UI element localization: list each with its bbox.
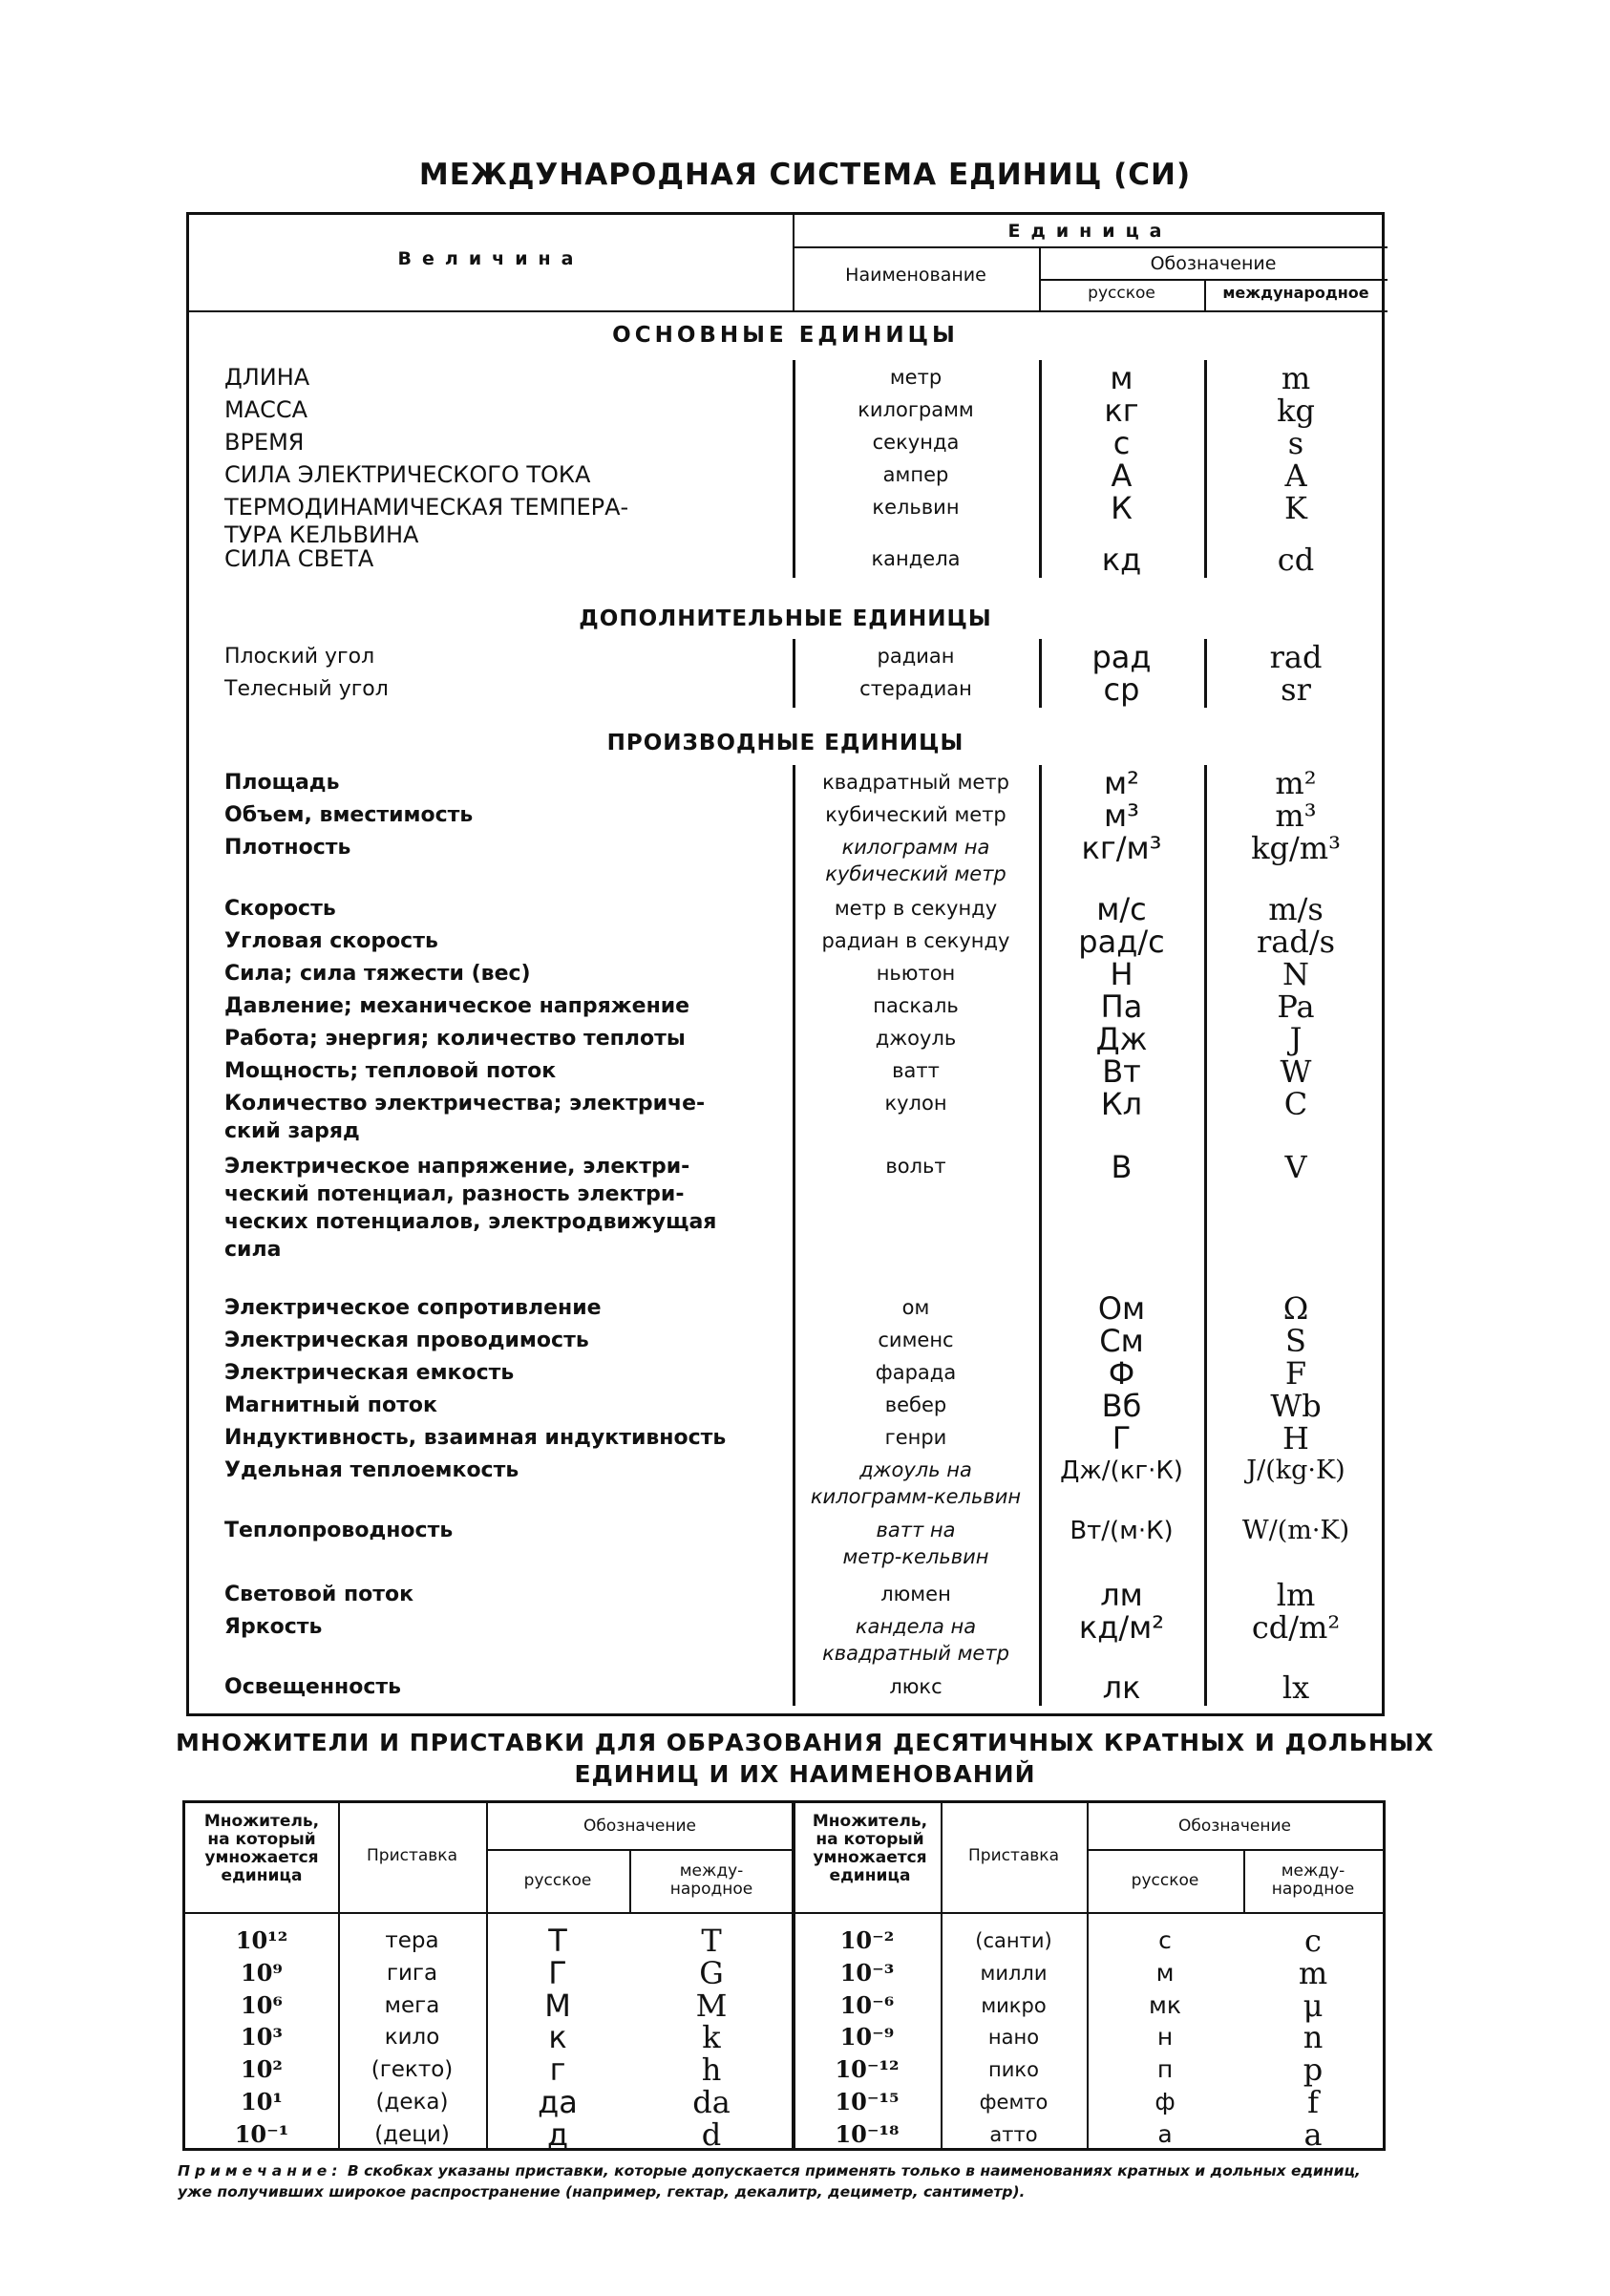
international-symbol: W/(m·K) bbox=[1241, 1516, 1350, 1545]
unit-row bbox=[189, 671, 1382, 708]
international-symbol: S bbox=[1285, 1323, 1306, 1359]
prefix-international-symbol: p bbox=[1303, 2052, 1324, 2089]
quantity-name: Плотность bbox=[224, 836, 351, 860]
prefix-name: микро bbox=[981, 1993, 1047, 2017]
russian-symbol: кг bbox=[1104, 393, 1139, 429]
quantity-name: Удельная теплоемкость bbox=[224, 1458, 519, 1482]
russian-symbol: м/с bbox=[1096, 891, 1147, 927]
quantity-name: Угловая скорость bbox=[224, 929, 438, 953]
russian-symbol: Г bbox=[1112, 1420, 1132, 1456]
unit-row bbox=[189, 891, 1382, 927]
section-title-base: ОСНОВНЫЕ ЕДИНИЦЫ bbox=[612, 323, 959, 348]
russian-symbol: Па bbox=[1100, 989, 1143, 1025]
si-units-table bbox=[186, 212, 1385, 1716]
multiplier-factor: 10⁶ bbox=[241, 1990, 283, 2019]
unit-name: метр в секунду bbox=[834, 897, 998, 920]
prefix-name: кило bbox=[384, 2025, 440, 2051]
multiplier-factor: 10¹ bbox=[241, 2088, 283, 2115]
prefix-international-symbol: T bbox=[701, 1923, 722, 1959]
prefix-name: фемто bbox=[979, 2091, 1049, 2114]
quantity-name: Площадь bbox=[224, 771, 340, 795]
multiplier-factor: 10³ bbox=[241, 2023, 283, 2052]
unit-name: ампер bbox=[882, 463, 949, 486]
unit-name: сименс bbox=[878, 1329, 954, 1351]
unit-row bbox=[189, 797, 1382, 834]
international-symbol: rad/s bbox=[1256, 924, 1336, 960]
multiplier-row bbox=[185, 2117, 1383, 2152]
unit-row bbox=[189, 1456, 1382, 1518]
multiplier-row bbox=[185, 1956, 1383, 1990]
quantity-name: МАССА bbox=[224, 396, 308, 423]
unit-name: кубический метр bbox=[825, 803, 1006, 826]
multiplier-row bbox=[185, 2020, 1383, 2054]
prefix-name: гига bbox=[386, 1960, 438, 1986]
multiplier-row bbox=[185, 2085, 1383, 2119]
russian-symbol: Кл bbox=[1100, 1086, 1143, 1122]
unit-name: фарада bbox=[875, 1361, 957, 1384]
quantity-name: СИЛА СВЕТА bbox=[224, 545, 374, 572]
quantity-name: Сила; сила тяжести (вес) bbox=[224, 962, 531, 986]
international-symbol: Wb bbox=[1270, 1388, 1322, 1424]
header-quantity: Величина bbox=[397, 248, 584, 269]
unit-name: кандела на квадратный метр bbox=[822, 1615, 1009, 1665]
russian-symbol: кд bbox=[1101, 542, 1142, 578]
quantity-name: Давление; механическое напряжение bbox=[224, 994, 690, 1018]
multipliers-header-designation: Обозначение bbox=[1178, 1817, 1291, 1836]
prefix-russian-symbol: ф bbox=[1155, 2088, 1176, 2115]
prefix-name: (санти) bbox=[975, 1929, 1052, 1952]
multiplier-factor: 10⁻⁹ bbox=[839, 2023, 895, 2052]
page-title: МЕЖДУНАРОДНАЯ СИСТЕМА ЕДИНИЦ (СИ) bbox=[418, 158, 1192, 192]
header-designation: Обозначение bbox=[1150, 253, 1277, 274]
prefix-name: милли bbox=[980, 1961, 1048, 1985]
unit-name: кельвин bbox=[872, 496, 960, 519]
header-russian: русское bbox=[1088, 284, 1155, 303]
unit-row bbox=[189, 1021, 1382, 1057]
multipliers-header-factor: Множитель, на который умножается единица bbox=[812, 1812, 928, 1885]
multiplier-row bbox=[185, 1924, 1383, 1958]
international-symbol: cd bbox=[1277, 542, 1315, 578]
unit-name: ватт bbox=[892, 1059, 940, 1082]
header-unit: Единица bbox=[1007, 221, 1173, 242]
footnote-text: В скобках указаны приставки, которые допускается применять только в наименованиях кратных и дольных единиц, уже получивших широкое распространение (например, гектар, декалитр, дециметр, сантиметр). bbox=[178, 2162, 1361, 2200]
multiplier-factor: 10⁻¹ bbox=[234, 2119, 289, 2148]
international-symbol: H bbox=[1282, 1420, 1309, 1456]
prefix-name: (деци) bbox=[374, 2121, 450, 2147]
international-symbol: J/(kg·K) bbox=[1246, 1456, 1345, 1485]
section-title-supplementary: ДОПОЛНИТЕЛЬНЫЕ ЕДИНИЦЫ bbox=[579, 606, 992, 631]
unit-name: секунда bbox=[872, 431, 960, 454]
international-symbol: F bbox=[1284, 1355, 1307, 1392]
multipliers-header-prefix: Приставка bbox=[367, 1846, 457, 1865]
unit-name: килограмм bbox=[858, 398, 974, 421]
russian-symbol: кд/м² bbox=[1078, 1609, 1165, 1646]
prefix-international-symbol: G bbox=[699, 1954, 724, 1991]
multiplier-row bbox=[185, 1988, 1383, 2023]
prefix-russian-symbol: М bbox=[544, 1987, 571, 2024]
quantity-name: Плоский угол bbox=[224, 645, 375, 669]
quantity-name: Работа; энергия; количество теплоты bbox=[224, 1027, 686, 1051]
international-symbol: W bbox=[1280, 1053, 1312, 1090]
header-divider bbox=[189, 310, 1388, 312]
prefix-international-symbol: n bbox=[1303, 2019, 1324, 2056]
unit-name: люмен bbox=[880, 1583, 951, 1605]
unit-row bbox=[189, 542, 1382, 578]
unit-name: джоуль на килограмм-кельвин bbox=[810, 1458, 1022, 1508]
international-symbol: A bbox=[1284, 457, 1307, 494]
unit-row bbox=[189, 924, 1382, 960]
quantity-name: Магнитный поток bbox=[224, 1393, 437, 1417]
unit-name: кулон bbox=[884, 1092, 947, 1115]
header-divider bbox=[793, 246, 1388, 248]
unit-row bbox=[189, 1323, 1382, 1359]
russian-symbol: рад bbox=[1091, 639, 1152, 675]
row-separator bbox=[1087, 1849, 1383, 1851]
quantity-name: Мощность; тепловой поток bbox=[224, 1059, 557, 1083]
unit-row bbox=[189, 830, 1382, 895]
unit-name: вольт bbox=[885, 1155, 946, 1178]
unit-name: кандела bbox=[871, 547, 961, 570]
prefix-russian-symbol: Т bbox=[548, 1923, 567, 1959]
row-separator bbox=[185, 1912, 1383, 1914]
international-symbol: m/s bbox=[1268, 891, 1324, 927]
russian-symbol: Н bbox=[1110, 956, 1133, 992]
russian-symbol: ср bbox=[1103, 671, 1140, 708]
multipliers-header-international: между- народное bbox=[669, 1861, 753, 1899]
prefix-international-symbol: m bbox=[1298, 1954, 1328, 1991]
unit-row bbox=[189, 1290, 1382, 1327]
quantity-name: ВРЕМЯ bbox=[224, 429, 305, 456]
unit-row bbox=[189, 989, 1382, 1025]
prefix-russian-symbol: д bbox=[546, 2115, 569, 2153]
multiplier-factor: 10⁻² bbox=[839, 1926, 895, 1954]
prefix-russian-symbol: м bbox=[1155, 1958, 1175, 1987]
russian-symbol: Вт bbox=[1102, 1053, 1141, 1090]
multiplier-factor: 10⁻¹⁸ bbox=[835, 2119, 900, 2148]
prefix-international-symbol: c bbox=[1304, 1923, 1322, 1959]
prefix-international-symbol: k bbox=[702, 2019, 721, 2056]
multiplier-factor: 10⁻¹² bbox=[835, 2055, 900, 2084]
international-symbol: C bbox=[1283, 1086, 1308, 1122]
row-separator bbox=[486, 1849, 794, 1851]
unit-name: килограмм на кубический метр bbox=[825, 836, 1006, 885]
prefix-russian-symbol: а bbox=[1157, 2119, 1173, 2148]
international-symbol: s bbox=[1287, 425, 1304, 461]
prefix-russian-symbol: п bbox=[1156, 2055, 1174, 2084]
russian-symbol: лм bbox=[1100, 1577, 1143, 1613]
unit-name: радиан в секунду bbox=[821, 929, 1010, 952]
prefix-russian-symbol: к bbox=[548, 2019, 567, 2056]
quantity-name: Электрическая проводимость bbox=[224, 1329, 589, 1352]
unit-row bbox=[189, 457, 1382, 494]
prefix-international-symbol: h bbox=[701, 2052, 722, 2089]
multiplier-row bbox=[185, 2052, 1383, 2087]
quantity-name: Индуктивность, взаимная индуктивность bbox=[224, 1426, 727, 1450]
prefix-russian-symbol: г bbox=[549, 2052, 566, 2089]
prefix-international-symbol: da bbox=[692, 2084, 731, 2120]
unit-name: квадратный метр bbox=[822, 771, 1009, 794]
prefix-name: (дека) bbox=[375, 2090, 449, 2115]
unit-row bbox=[189, 360, 1382, 396]
footnote-label: Примечание: bbox=[178, 2162, 343, 2179]
prefix-name: мега bbox=[384, 1992, 440, 2018]
multipliers-title: МНОЖИТЕЛИ И ПРИСТАВКИ ДЛЯ ОБРАЗОВАНИЯ ДЕСЯТИЧНЫХ КРАТНЫХ И ДОЛЬНЫХ ЕДИНИЦ И ИХ НАИМЕНОВАНИЙ bbox=[176, 1729, 1434, 1788]
russian-symbol: Вт/(м·К) bbox=[1070, 1517, 1174, 1545]
russian-symbol: В bbox=[1111, 1149, 1133, 1185]
quantity-name: Освещенность bbox=[224, 1675, 402, 1699]
multiplier-factor: 10¹² bbox=[235, 1926, 288, 1954]
unit-row bbox=[189, 765, 1382, 801]
prefix-international-symbol: f bbox=[1307, 2084, 1319, 2120]
quantity-name: СИЛА ЭЛЕКТРИЧЕСКОГО ТОКА bbox=[224, 461, 591, 488]
multipliers-header-international: между- народное bbox=[1271, 1861, 1355, 1899]
international-symbol: N bbox=[1282, 956, 1309, 992]
multiplier-factor: 10² bbox=[241, 2055, 283, 2084]
prefix-russian-symbol: н bbox=[1156, 2023, 1174, 2052]
unit-name: ом bbox=[901, 1296, 930, 1319]
international-symbol: Pa bbox=[1277, 989, 1315, 1025]
prefix-name: атто bbox=[989, 2122, 1038, 2146]
header-international: международное bbox=[1222, 284, 1369, 302]
unit-row bbox=[189, 1388, 1382, 1424]
unit-row bbox=[189, 956, 1382, 992]
quantity-name: Электрическое напряжение, электри- ческий потенциал, разность электри- ческих потенциалов, электродвижущая сила bbox=[224, 1155, 717, 1262]
quantity-name: Яркость bbox=[224, 1615, 323, 1639]
prefix-russian-symbol: Г bbox=[548, 1954, 567, 1991]
international-symbol: lx bbox=[1282, 1669, 1310, 1706]
russian-symbol: м bbox=[1110, 360, 1133, 396]
footnote bbox=[178, 2160, 1390, 2202]
multiplier-factor: 10⁻⁶ bbox=[839, 1990, 895, 2019]
unit-row bbox=[189, 1149, 1382, 1283]
multipliers-header-designation: Обозначение bbox=[583, 1817, 696, 1836]
multiplier-factor: 10⁹ bbox=[241, 1958, 283, 1987]
prefix-international-symbol: a bbox=[1303, 2115, 1323, 2153]
unit-row bbox=[189, 1420, 1382, 1456]
russian-symbol: м² bbox=[1104, 765, 1139, 801]
quantity-name: Количество электричества; электриче- ский заряд bbox=[224, 1092, 706, 1143]
unit-row bbox=[189, 1577, 1382, 1613]
multipliers-header-russian: русское bbox=[523, 1871, 592, 1890]
unit-name: паскаль bbox=[873, 994, 959, 1017]
multiplier-factor: 10⁻¹⁵ bbox=[835, 2088, 900, 2115]
unit-row bbox=[189, 1053, 1382, 1090]
quantity-name: Световой поток bbox=[224, 1583, 414, 1606]
multipliers-header-russian: русское bbox=[1131, 1871, 1199, 1890]
prefix-international-symbol: d bbox=[701, 2115, 722, 2153]
international-symbol: K bbox=[1284, 490, 1307, 526]
prefix-russian-symbol: да bbox=[538, 2084, 578, 2120]
quantity-name: Теплопроводность bbox=[224, 1519, 454, 1542]
prefix-name: пико bbox=[988, 2058, 1039, 2082]
multipliers-header-factor: Множитель, на который умножается единица bbox=[203, 1812, 320, 1885]
unit-row bbox=[189, 425, 1382, 461]
russian-symbol: рад/с bbox=[1078, 924, 1165, 960]
unit-name: генри bbox=[884, 1426, 947, 1449]
unit-row bbox=[189, 1355, 1382, 1392]
russian-symbol: Ф bbox=[1108, 1355, 1135, 1392]
international-symbol: sr bbox=[1281, 671, 1311, 708]
quantity-name: Объем, вместимость bbox=[224, 803, 474, 827]
unit-name: ватт на метр-кельвин bbox=[842, 1519, 989, 1568]
section-title-derived: ПРОИЗВОДНЫЕ ЕДИНИЦЫ bbox=[606, 731, 964, 755]
quantity-name: Электрическое сопротивление bbox=[224, 1296, 602, 1320]
international-symbol: Ω bbox=[1282, 1290, 1309, 1327]
unit-row bbox=[189, 1086, 1382, 1151]
unit-row bbox=[189, 1609, 1382, 1674]
russian-symbol: Вб bbox=[1101, 1388, 1142, 1424]
international-symbol: J bbox=[1289, 1021, 1303, 1057]
prefix-name: нано bbox=[987, 2026, 1040, 2050]
unit-name: вебер bbox=[884, 1393, 947, 1416]
unit-row bbox=[189, 393, 1382, 429]
international-symbol: kg bbox=[1277, 393, 1315, 429]
prefix-russian-symbol: с bbox=[1158, 1926, 1172, 1954]
quantity-name: Скорость bbox=[224, 897, 336, 921]
quantity-name: ТЕРМОДИНАМИЧЕСКАЯ ТЕМПЕРА- ТУРА КЕЛЬВИНА bbox=[224, 494, 629, 548]
international-symbol: cd/m² bbox=[1251, 1609, 1341, 1646]
unit-row bbox=[189, 639, 1382, 675]
prefix-name: тера bbox=[385, 1928, 439, 1953]
unit-name: радиан bbox=[877, 645, 955, 668]
header-divider bbox=[1039, 279, 1388, 281]
prefix-russian-symbol: мк bbox=[1149, 1990, 1181, 2019]
international-symbol: lm bbox=[1276, 1577, 1316, 1613]
international-symbol: m³ bbox=[1275, 797, 1317, 834]
unit-name: ньютон bbox=[876, 962, 956, 985]
international-symbol: kg/m³ bbox=[1251, 830, 1341, 866]
international-symbol: m bbox=[1281, 360, 1311, 396]
international-symbol: m² bbox=[1275, 765, 1317, 801]
prefix-international-symbol: μ bbox=[1303, 1987, 1324, 2024]
russian-symbol: кг/м³ bbox=[1081, 830, 1162, 866]
prefix-name: (гекто) bbox=[371, 2057, 454, 2083]
unit-row bbox=[189, 1669, 1382, 1706]
russian-symbol: Ом bbox=[1097, 1290, 1146, 1327]
international-symbol: V bbox=[1284, 1149, 1307, 1185]
prefix-international-symbol: M bbox=[695, 1987, 728, 2024]
russian-symbol: К bbox=[1111, 490, 1133, 526]
quantity-name: ДЛИНА bbox=[224, 364, 310, 391]
multiplier-factor: 10⁻³ bbox=[839, 1958, 895, 1987]
russian-symbol: лк bbox=[1102, 1669, 1141, 1706]
russian-symbol: Дж/(кг·К) bbox=[1060, 1456, 1183, 1485]
russian-symbol: с bbox=[1112, 425, 1131, 461]
unit-name: стерадиан bbox=[859, 677, 972, 700]
multipliers-table bbox=[182, 1800, 1386, 2151]
quantity-name: Телесный угол bbox=[224, 677, 389, 701]
header-name: Наименование bbox=[845, 265, 986, 286]
international-symbol: rad bbox=[1269, 639, 1323, 675]
unit-name: люкс bbox=[889, 1675, 943, 1698]
unit-name: джоуль bbox=[875, 1027, 957, 1050]
russian-symbol: Дж bbox=[1095, 1021, 1148, 1057]
unit-row bbox=[189, 1517, 1382, 1578]
multipliers-header-prefix: Приставка bbox=[968, 1846, 1059, 1865]
unit-name: метр bbox=[889, 366, 943, 389]
russian-symbol: А bbox=[1111, 457, 1133, 494]
quantity-name: Электрическая емкость bbox=[224, 1361, 515, 1385]
russian-symbol: м³ bbox=[1104, 797, 1139, 834]
russian-symbol: См bbox=[1099, 1323, 1144, 1359]
